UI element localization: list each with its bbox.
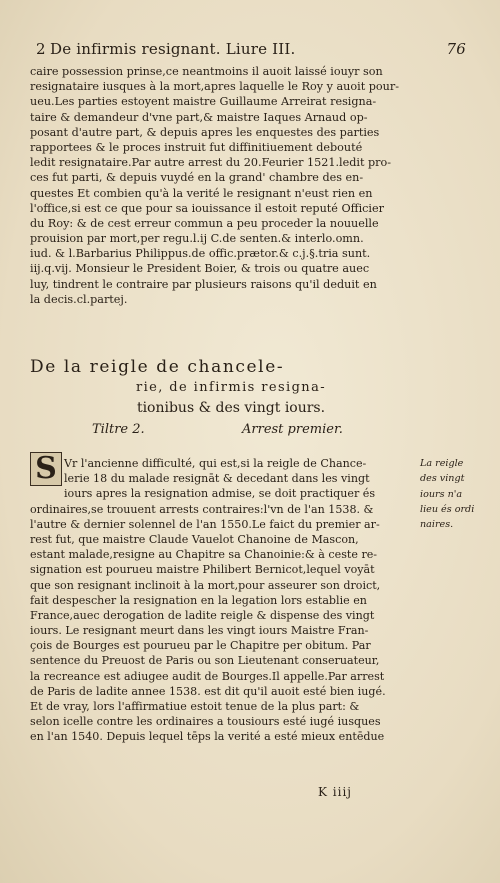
text-line: iij.q.vij. Monsieur le President Boier, & trois ou quatre auec bbox=[30, 262, 370, 276]
drop-cap: S bbox=[30, 452, 62, 486]
margin-note-line: naires. bbox=[420, 519, 454, 531]
text-line: fait despescher la resignation en la legation lors establie en bbox=[30, 593, 367, 607]
signature-mark: K iiij bbox=[318, 785, 353, 799]
text-line: resignataire iusques à la mort,apres laquelle le Roy y auoit pour- bbox=[30, 80, 399, 94]
text-line: Vr l'ancienne difficulté, qui est,si la reigle de Chance- bbox=[64, 457, 367, 470]
section-title-line-2: rie, de infirmis resigna- bbox=[135, 380, 327, 395]
text-line: iours. Le resignant meurt dans les vingt iours Maistre Fran- bbox=[30, 624, 369, 638]
margin-note bbox=[420, 456, 482, 532]
text-line: prouision par mort,per regu.l.ij C.de senten.& interlo.omn. bbox=[30, 232, 364, 246]
body-text-bottom bbox=[30, 456, 428, 745]
header-page-mark: 2 bbox=[36, 40, 46, 58]
text-line: ces fut parti, & depuis vuydé en la grand' chambre des en- bbox=[30, 171, 364, 185]
text-line: en l'an 1540. Depuis lequel tēps la verité a esté mieux entēdue bbox=[30, 730, 385, 744]
running-head: De infirmis resignant. Liure III. bbox=[50, 40, 296, 58]
text-line: çois de Bourges est pourueu par le Chapitre per obitum. Par bbox=[30, 639, 371, 653]
title-subheading bbox=[92, 422, 372, 442]
text-line: ueu.Les parties estoyent maistre Guillaume Arreirat resigna- bbox=[30, 95, 377, 109]
text-line: luy, tindrent le contraire par plusieurs raisons qu'il deduit en bbox=[30, 277, 377, 291]
text-line: du Roy: & de cest erreur commun a peu proceder la nouuelle bbox=[30, 216, 379, 230]
text-line: estant malade,resigne au Chapitre sa Chanoinie:& à ceste re- bbox=[30, 548, 378, 562]
text-line: iud. & l.Barbarius Philippus.de offic.prætor.& c.j.§.tria sunt. bbox=[30, 247, 371, 261]
margin-note-line: lieu és ordi bbox=[420, 503, 475, 515]
page-header bbox=[36, 40, 466, 60]
text-line: rest fut, que maistre Claude Vauelot Chanoine de Mascon, bbox=[30, 532, 359, 546]
text-line: signation est pourueu maistre Philibert Bernicot,lequel voyāt bbox=[30, 563, 375, 577]
text-line: iours apres la resignation admise, se doit practiquer és bbox=[64, 487, 376, 501]
margin-note-line: des vingt bbox=[420, 473, 465, 485]
text-line: rapportees & le proces instruit fut diffinitiuement debouté bbox=[30, 140, 363, 154]
margin-note-line: iours n'a bbox=[420, 488, 463, 500]
text-line: caire possession prinse,ce neantmoins il auoit laissé iouyr son bbox=[30, 65, 383, 78]
text-line: Et de vray, lors l'affirmatiue estoit tenue de la plus part: & bbox=[30, 700, 360, 713]
titre-label: Tiltre 2. bbox=[92, 422, 145, 437]
text-line: ledit resignataire.Par autre arrest du 20.Feurier 1521.ledit pro- bbox=[30, 156, 392, 170]
section-title-line-1: De la reigle de chancele- bbox=[30, 357, 285, 377]
text-line: taire & demandeur d'vne part,& maistre Iaques Arnaud op- bbox=[30, 110, 368, 124]
text-line: de Paris de ladite annee 1538. est dit qu'il auoit esté bien iugé. bbox=[30, 684, 386, 698]
section-title-line-3: tionibus & des vingt iours. bbox=[136, 400, 326, 416]
text-line: ordinaires,se trouuent arrests contraires:l'vn de l'an 1538. & bbox=[30, 502, 374, 516]
text-line: l'autre & dernier solennel de l'an 1550.Le faict du premier ar- bbox=[30, 517, 380, 531]
page-number: 76 bbox=[446, 40, 466, 58]
text-line: France,auec derogation de ladite reigle & dispense des vingt bbox=[30, 608, 375, 622]
body-text-top bbox=[30, 64, 410, 307]
arrest-label: Arrest premier. bbox=[242, 422, 343, 437]
text-line: la decis.cl.partej. bbox=[30, 292, 128, 306]
text-line: sentence du Preuost de Paris ou son Lieutenant conseruateur, bbox=[30, 654, 380, 668]
text-line: lerie 18 du malade resignāt & decedant dans les vingt bbox=[64, 472, 370, 486]
text-line: posant d'autre part, & depuis apres les enquestes des parties bbox=[30, 125, 380, 139]
text-line: la recreance est adiugee audit de Bourges.Il appelle.Par arrest bbox=[30, 669, 385, 683]
text-line: l'office,si est ce que pour sa iouissance il estoit reputé Officier bbox=[30, 201, 384, 215]
text-line: selon icelle contre les ordinaires a tousiours esté iugé iusques bbox=[30, 715, 381, 729]
margin-note-line: La reigle bbox=[420, 458, 464, 469]
text-line: questes Et combien qu'à la verité le resignant n'eust rien en bbox=[30, 186, 373, 200]
text-line: que son resignant inclinoit à la mort,pour asseurer son droict, bbox=[30, 578, 381, 592]
